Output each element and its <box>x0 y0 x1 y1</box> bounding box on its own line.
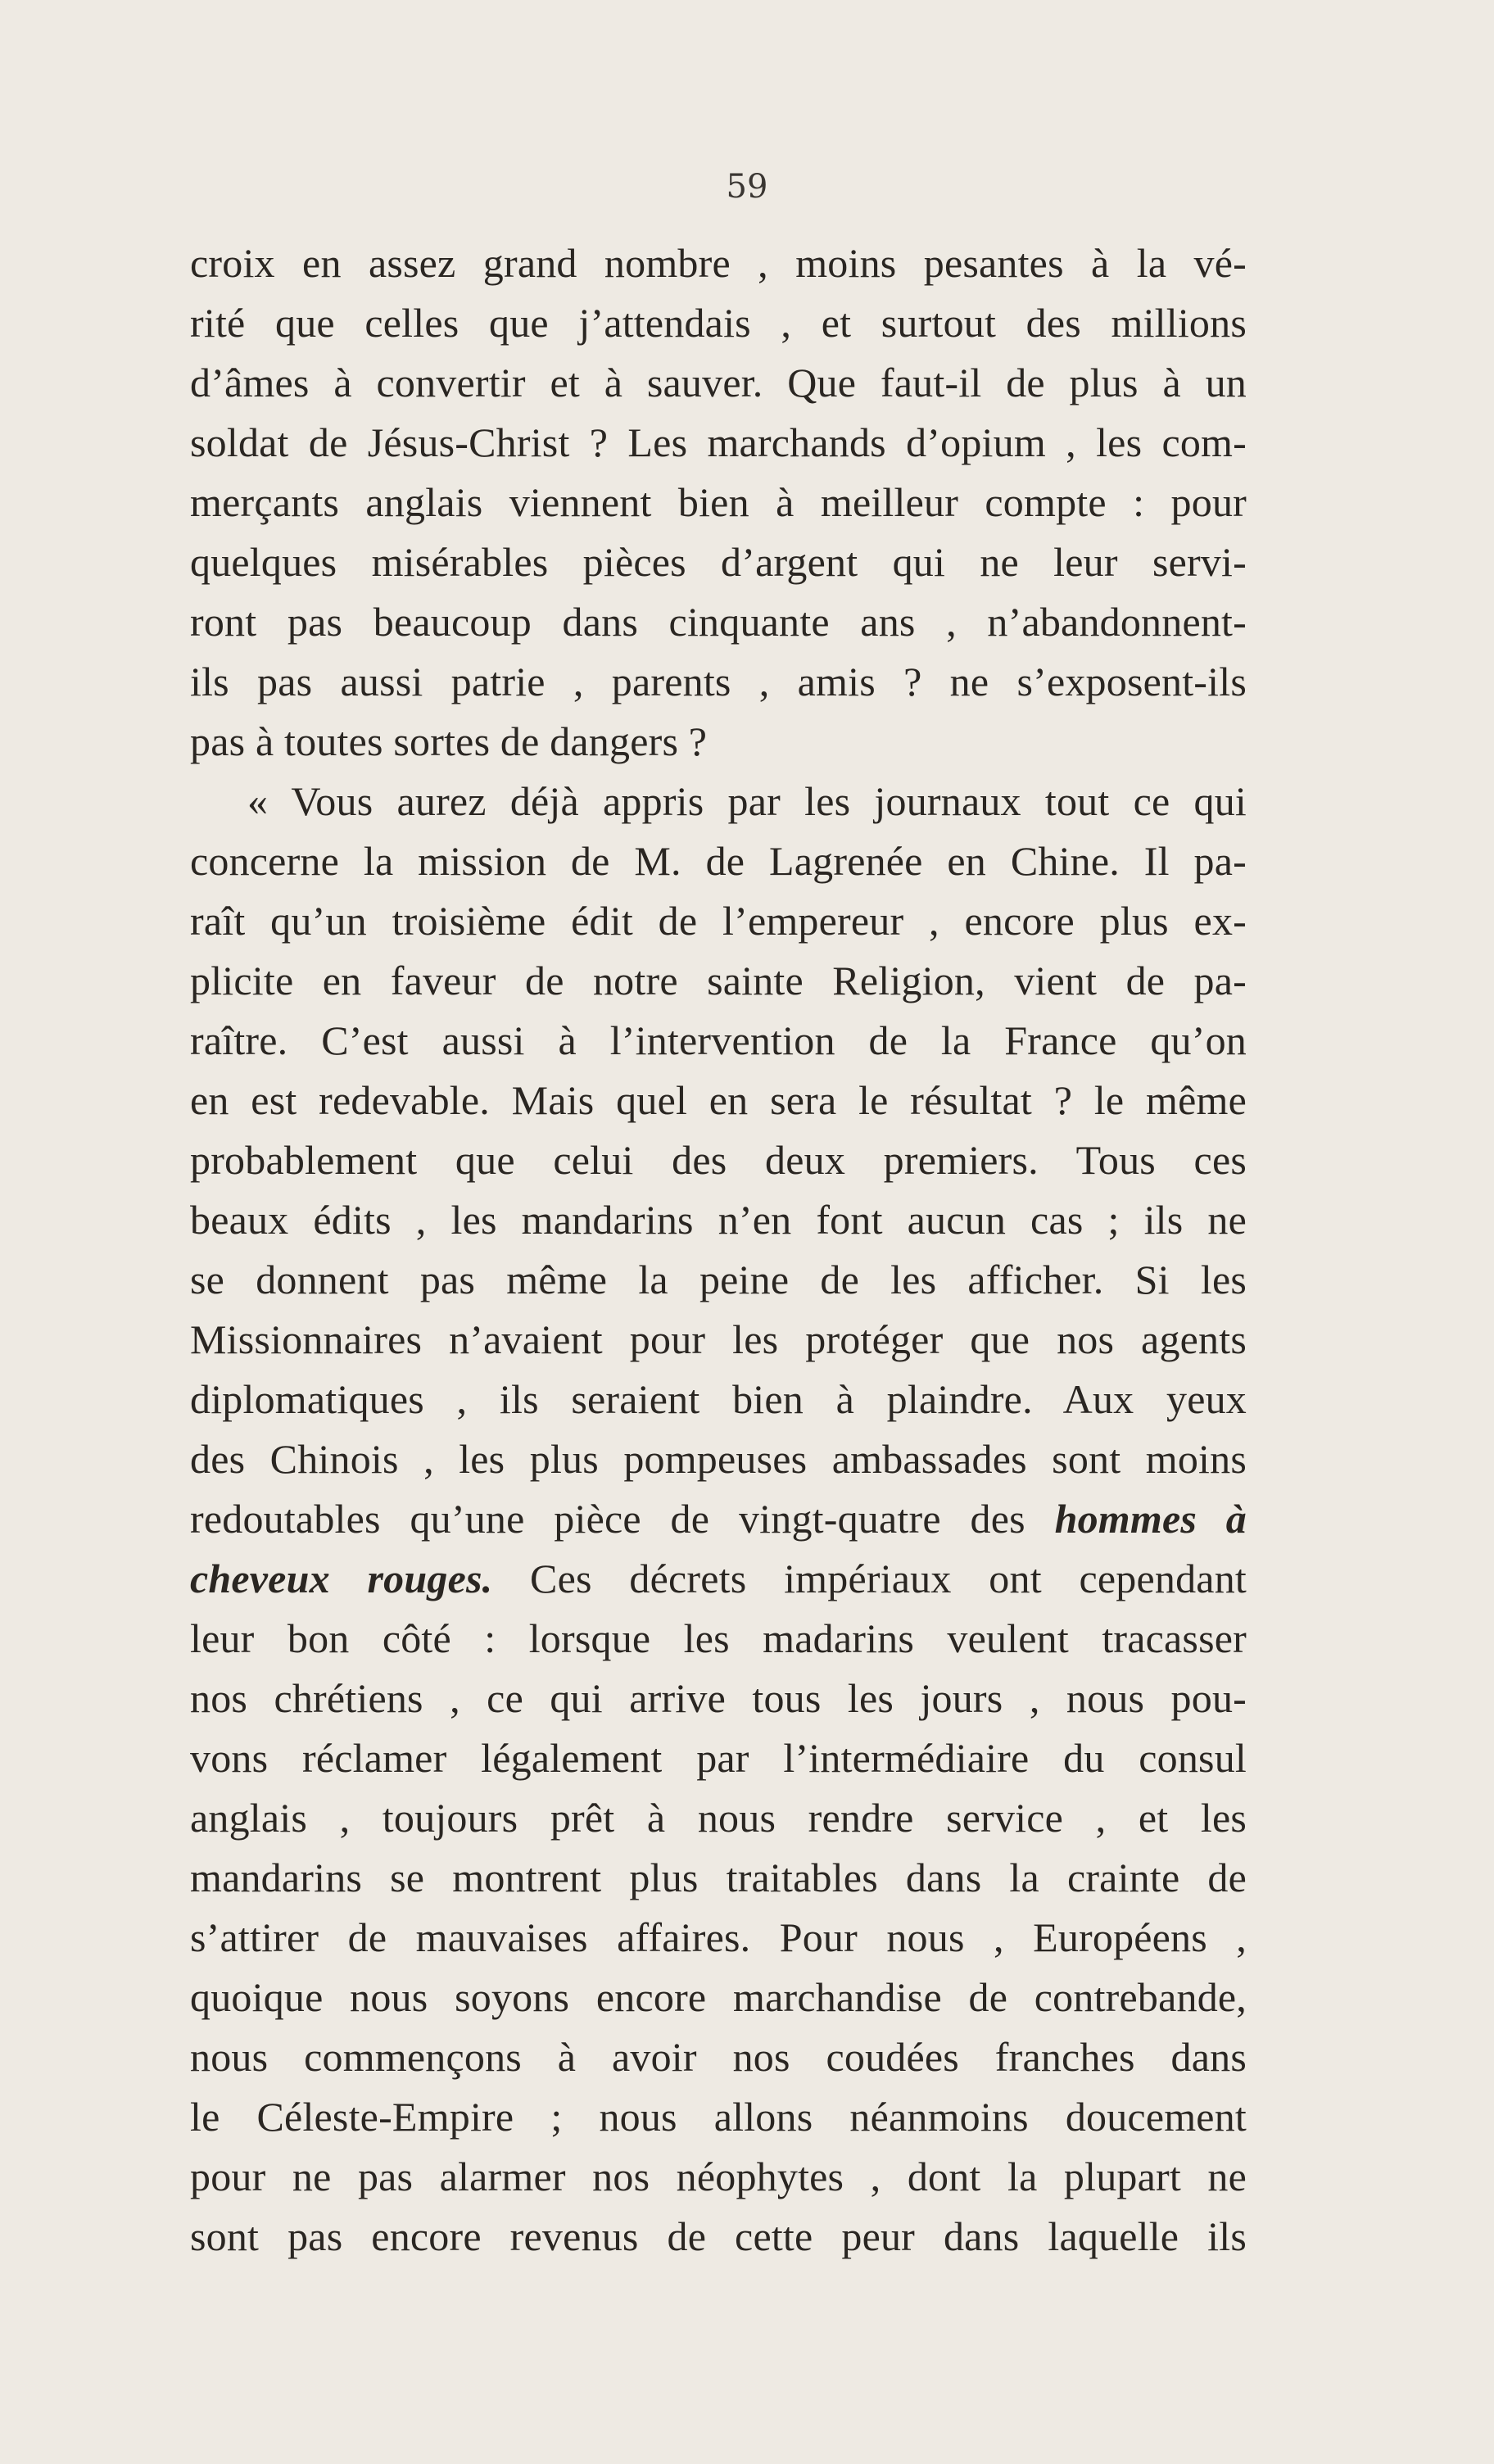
page-number: 59 <box>726 168 768 206</box>
text-line-33: pour ne pas alarmer nos néophytes , dont la plupart ne <box>190 2154 1247 2199</box>
text-line-13: plicite en faveur de notre sainte Religion, vient de pa- <box>190 958 1247 1003</box>
text-line-11: concerne la mission de M. de Lagrenée en Chine. Il pa- <box>190 838 1247 884</box>
text-line-25: nos chrétiens , ce qui arrive tous les jours , nous pou- <box>190 1675 1247 1721</box>
text-line-1: croix en assez grand nombre , moins pesantes à la vé- <box>190 240 1247 286</box>
text-line-5: merçants anglais viennent bien à meilleur compte : pour <box>190 479 1247 525</box>
text-line-34: sont pas encore revenus de cette peur dans laquelle ils <box>190 2213 1247 2259</box>
text-line-18: se donnent pas même la peine de les afficher. Si les <box>190 1257 1247 1302</box>
text-line-23: cheveux rouges. Ces décrets impériaux ont cependant <box>190 1556 1247 1601</box>
text-line-4: soldat de Jésus-Christ ? Les marchands d’opium , les com- <box>190 419 1247 465</box>
text-line-31: nous commençons à avoir nos coudées franches dans <box>190 2034 1247 2080</box>
italic-phrase: hommes à <box>1054 1496 1247 1542</box>
text-line-21: des Chinois , les plus pompeuses ambassades sont moins <box>190 1436 1247 1482</box>
text-line-9: pas à toutes sortes de dangers ? <box>190 718 708 764</box>
text-line-15: en est redevable. Mais quel en sera le résultat ? le même <box>190 1077 1247 1123</box>
text-line-19: Missionnaires n’avaient pour les protéger que nos agents <box>190 1316 1247 1362</box>
text-line-30: quoique nous soyons encore marchandise de contrebande, <box>190 1974 1247 2020</box>
text-line-12: raît qu’un troisième édit de l’empereur , encore plus ex- <box>190 898 1247 944</box>
text-line-22-content: redoutables qu’une pièce de vingt-quatre des hommes à <box>190 1496 1247 1542</box>
text-line-8: ils pas aussi patrie , parents , amis ? ne s’exposent-ils <box>190 659 1247 704</box>
text-line-22 <box>190 1489 1247 1549</box>
text-line-20: diplomatiques , ils seraient bien à plaindre. Aux yeux <box>190 1376 1247 1422</box>
text-line-24: leur bon côté : lorsque les madarins veulent tracasser <box>190 1615 1247 1661</box>
text-line-27: anglais , toujours prêt à nous rendre service , et les <box>190 1795 1247 1841</box>
text-line-28: mandarins se montrent plus traitables dans la crainte de <box>190 1855 1247 1900</box>
text-line-14: raître. C’est aussi à l’intervention de la France qu’on <box>190 1017 1247 1063</box>
text-line-7: ront pas beaucoup dans cinquante ans , n’abandonnent- <box>190 599 1247 645</box>
text-line-16: probablement que celui des deux premiers. Tous ces <box>190 1137 1247 1183</box>
text-line-17: beaux édits , les mandarins n’en font aucun cas ; ils ne <box>190 1197 1247 1243</box>
text-line-32: le Céleste-Empire ; nous allons néanmoins doucement <box>190 2094 1247 2140</box>
text-line-26: vons réclamer légalement par l’intermédiaire du consul <box>190 1735 1247 1781</box>
italic-phrase-continued: cheveux rouges. <box>190 1556 493 1601</box>
text-line-29: s’attirer de mauvaises affaires. Pour nous , Européens , <box>190 1914 1247 1960</box>
text-line-10: « Vous aurez déjà appris par les journaux tout ce qui <box>247 778 1247 824</box>
text-line-2: rité que celles que j’attendais , et surtout des millions <box>190 300 1247 346</box>
text-line-3: d’âmes à convertir et à sauver. Que faut-il de plus à un <box>190 360 1247 405</box>
text-line-6: quelques misérables pièces d’argent qui ne leur servi- <box>190 539 1247 585</box>
body-text <box>190 233 1247 2267</box>
